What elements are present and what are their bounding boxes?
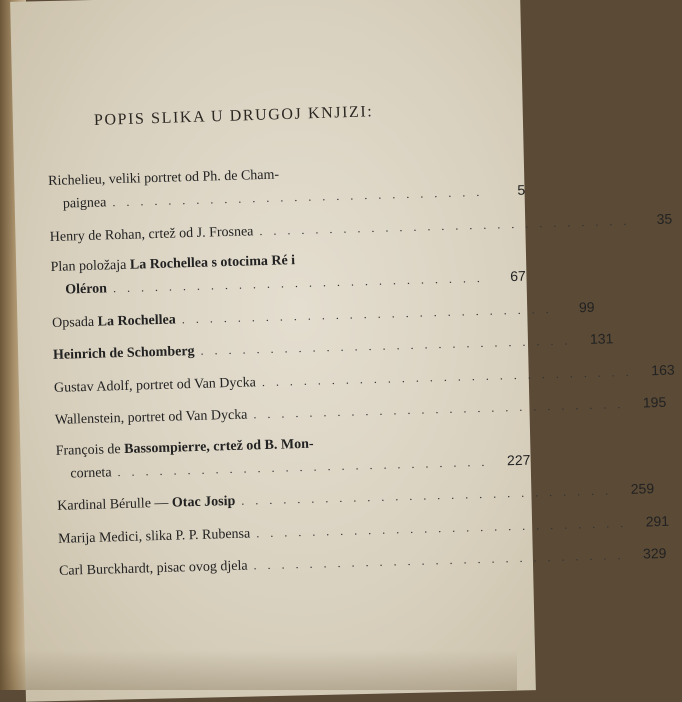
entry-title: Carl Burckhardt, pisac ovog djela — [58, 558, 248, 579]
entry-title: Wallenstein, portret od Van Dycka — [54, 407, 248, 428]
dot-leader: . . . . . . . . . . . . . . . . . . . . . . . . . . . — [112, 270, 485, 296]
dot-leader: . . . . . . . . . . . . . . . . . . . . . . . . . . . — [241, 483, 613, 508]
entry-title-cont: corneta — [70, 464, 112, 481]
entry-title: Henry de Rohan, crtež od J. Frosnea — [49, 223, 254, 245]
dot-leader: . . . . . . . . . . . . . . . . . . . . . . . . . . . — [259, 213, 631, 238]
entry-title: Gustav Adolf, portret od Van Dycka — [53, 374, 257, 396]
page-number: 35 — [656, 210, 673, 227]
page-number: 227 — [506, 451, 531, 468]
page-number: 99 — [578, 298, 595, 315]
entry-title: François de Bassompierre, crtež od B. Mon- — [55, 436, 314, 459]
entry-title: Plan položaja La Rochellea s otocima Ré i — [50, 253, 296, 275]
entry-title: Marija Medici, slika P. P. Rubensa — [57, 525, 251, 547]
dot-leader: . . . . . . . . . . . . . . . . . . . . . . . . . . . — [256, 515, 628, 540]
page-number: 163 — [651, 361, 675, 378]
page-heading: POPIS SLIKA U DRUGOJ KNJIZI: — [93, 103, 374, 129]
dot-leader: . . . . . . . . . . . . . . . . . . . . . . . . . . . — [261, 364, 633, 389]
dot-leader: . . . . . . . . . . . . . . . . . . . . . . . . . . . — [117, 454, 489, 479]
page-shadow — [0, 650, 517, 690]
dot-leader: . . . . . . . . . . . . . . . . . . . . . . . . . . . — [200, 333, 572, 358]
dot-leader: . . . . . . . . . . . . . . . . . . . . . . . . . . . — [253, 397, 625, 422]
page-number: 195 — [642, 393, 667, 411]
dot-leader: . . . . . . . . . . . . . . . . . . . . . . . . . . . — [181, 301, 553, 326]
page-number: 291 — [645, 512, 670, 529]
dot-leader: . . . . . . . . . . . . . . . . . . . . . . . . . . . — [112, 184, 484, 210]
page-number: 5 — [517, 181, 526, 198]
entry-title: Kardinal Bérulle — Otac Josip — [57, 493, 236, 514]
entry-title: Opsada La Rochellea — [51, 311, 176, 331]
entry-title: Richelieu, veliki portret od Ph. de Cham- — [48, 167, 280, 189]
page-number: 131 — [589, 330, 614, 347]
page-number: 259 — [630, 480, 655, 497]
dot-leader: . . . . . . . . . . . . . . . . . . . . . . . . . . . — [253, 548, 625, 573]
page-number: 67 — [509, 267, 526, 285]
entry-title-cont: Oléron — [65, 281, 108, 298]
page-number: 329 — [642, 544, 667, 562]
entry-title: Heinrich de Schomberg — [52, 343, 195, 363]
illustration-list — [48, 162, 675, 583]
entry-title-cont: paignea — [62, 195, 107, 212]
